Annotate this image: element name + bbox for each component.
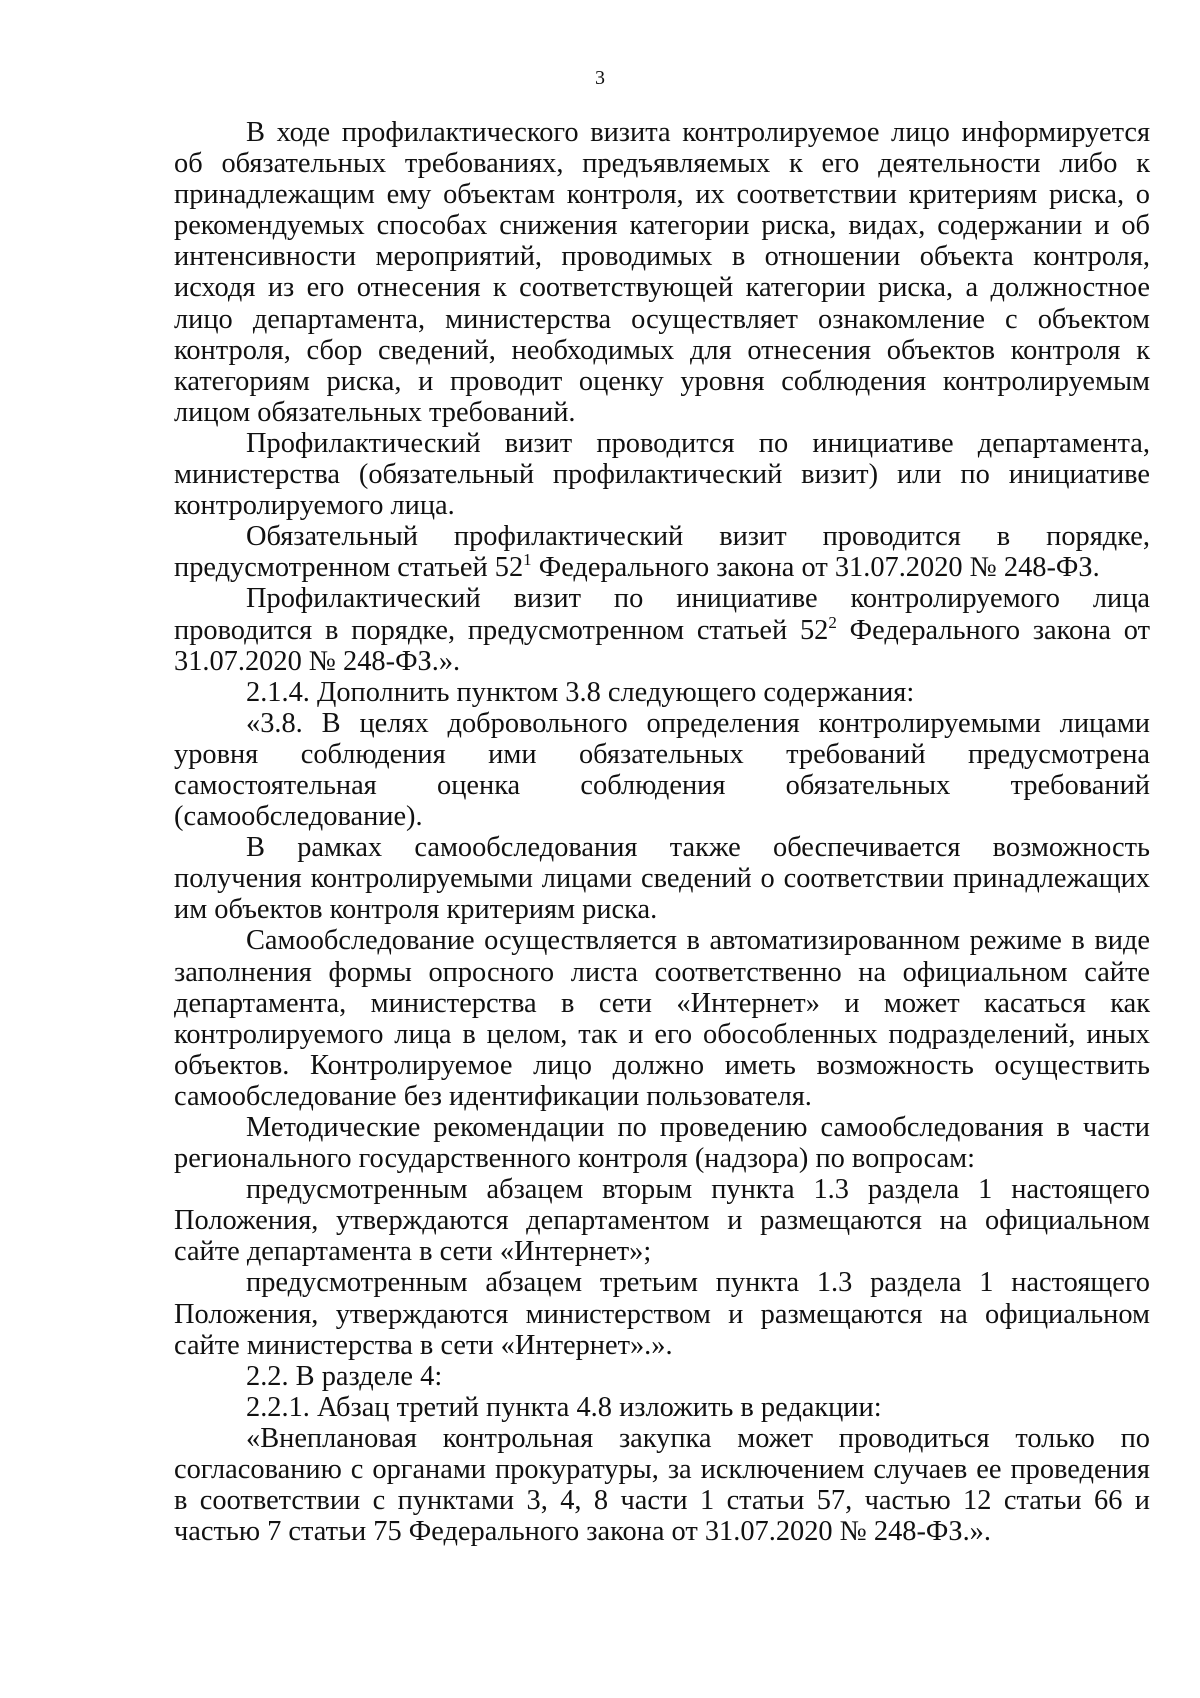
paragraph-amendment-2-1-4: 2.1.4. Дополнить пунктом 3.8 следующего содержания: [246, 676, 915, 708]
paragraph-ministry-approval: предусмотренным абзацем третьим пункта 1.3 раздела 1 настоящего Положения, утверждаются министерством и размещаются на официальном сайте министерства в сети «Интернет».». [174, 1267, 1150, 1361]
paragraph-mandatory-visit [174, 521, 1150, 583]
article-superscript-2: 2 [828, 612, 837, 632]
paragraph-section-4: 2.2. В разделе 4: [246, 1360, 443, 1392]
page-number: 3 [595, 67, 605, 89]
paragraph-self-assessment-mode: Самообследование осуществляется в автоматизированном режиме в виде заполнения формы опросного листа соответственно на официальном сайте департамента, министерства в сети «Интернет» и может касаться как контролируемого лица в целом, так и его обособленных подразделений, иных объектов. Контролируемое лицо должно иметь возможность осуществить самообследование без идентификации пользователя. [174, 925, 1150, 1112]
article-superscript-1: 1 [523, 550, 532, 570]
document-body [174, 117, 1150, 1547]
paragraph-visit-by-request-text: Профилактический визит по инициативе контролируемого лица проводится в порядке, предусмотренном статьей 52 [174, 583, 1150, 646]
paragraph-visit-initiative: Профилактический визит проводится по инициативе департамента, министерства (обязательный профилактический визит) или по инициативе контролируемого лица. [174, 427, 1150, 522]
paragraph-department-approval: предусмотренным абзацем вторым пункта 1.3 раздела 1 настоящего Положения, утверждаются департаментом и размещаются на официальном сайте департамента в сети «Интернет»; [174, 1174, 1150, 1268]
paragraph-methodical-recommendations: Методические рекомендации по проведению самообследования в части регионального государственного контроля (надзора) по вопросам: [174, 1112, 1150, 1175]
paragraph-amendment-2-2-1: 2.2.1. Абзац третий пункта 4.8 изложить в редакции: [246, 1391, 882, 1423]
paragraph-clause-3-8: «3.8. В целях добровольного определения контролируемыми лицами уровня соблюдения ими обязательных требований предусмотрена самостоятельная оценка соблюдения обязательных требований (самообследование). [174, 707, 1150, 833]
paragraph-consultation-visit-info: В ходе профилактического визита контролируемое лицо информируется об обязательных требованиях, предъявляемых к его деятельности либо к принадлежащим ему объектам контроля, их соответствии критериям риска, о рекомендуемых способах снижения категории риска, видах, содержании и об интенсивности мероприятий, проводимых в отношении объекта контроля, исходя из его отнесения к соответствующей категории риска, а должностное лицо департамента, министерства осуществляет ознакомление с объектом контроля, сбор сведений, необходимых для отнесения объектов контроля к категориям риска, и проводит оценку уровня соблюдения контролируемым лицом обязательных требований. [174, 117, 1150, 428]
paragraph-mandatory-visit-text-end: Федерального закона от 31.07.2020 № 248-ФЗ. [531, 552, 1100, 584]
paragraph-visit-by-request [174, 583, 1150, 676]
paragraph-unscheduled-purchase: «Внеплановая контрольная закупка может проводиться только по согласованию с органами прокуратуры, за исключением случаев ее проведения в соответствии с пунктами 3, 4, 8 части 1 статьи 57, частью 12 статьи 66 и частью 7 статьи 75 Федерального закона от 31.07.2020 № 248-ФЗ.». [174, 1422, 1150, 1548]
paragraph-mandatory-visit-text: Обязательный профилактический визит проводится в порядке, предусмотренном статьей 52 [174, 521, 1150, 584]
paragraph-self-assessment-scope: В рамках самообследования также обеспечивается возможность получения контролируемыми лицами сведений о соответствии принадлежащих им объектов контроля критериям риска. [174, 832, 1150, 926]
paragraph-visit-by-request-text-end: Федерального закона от 31.07.2020 № 248-ФЗ.». [174, 614, 1150, 677]
